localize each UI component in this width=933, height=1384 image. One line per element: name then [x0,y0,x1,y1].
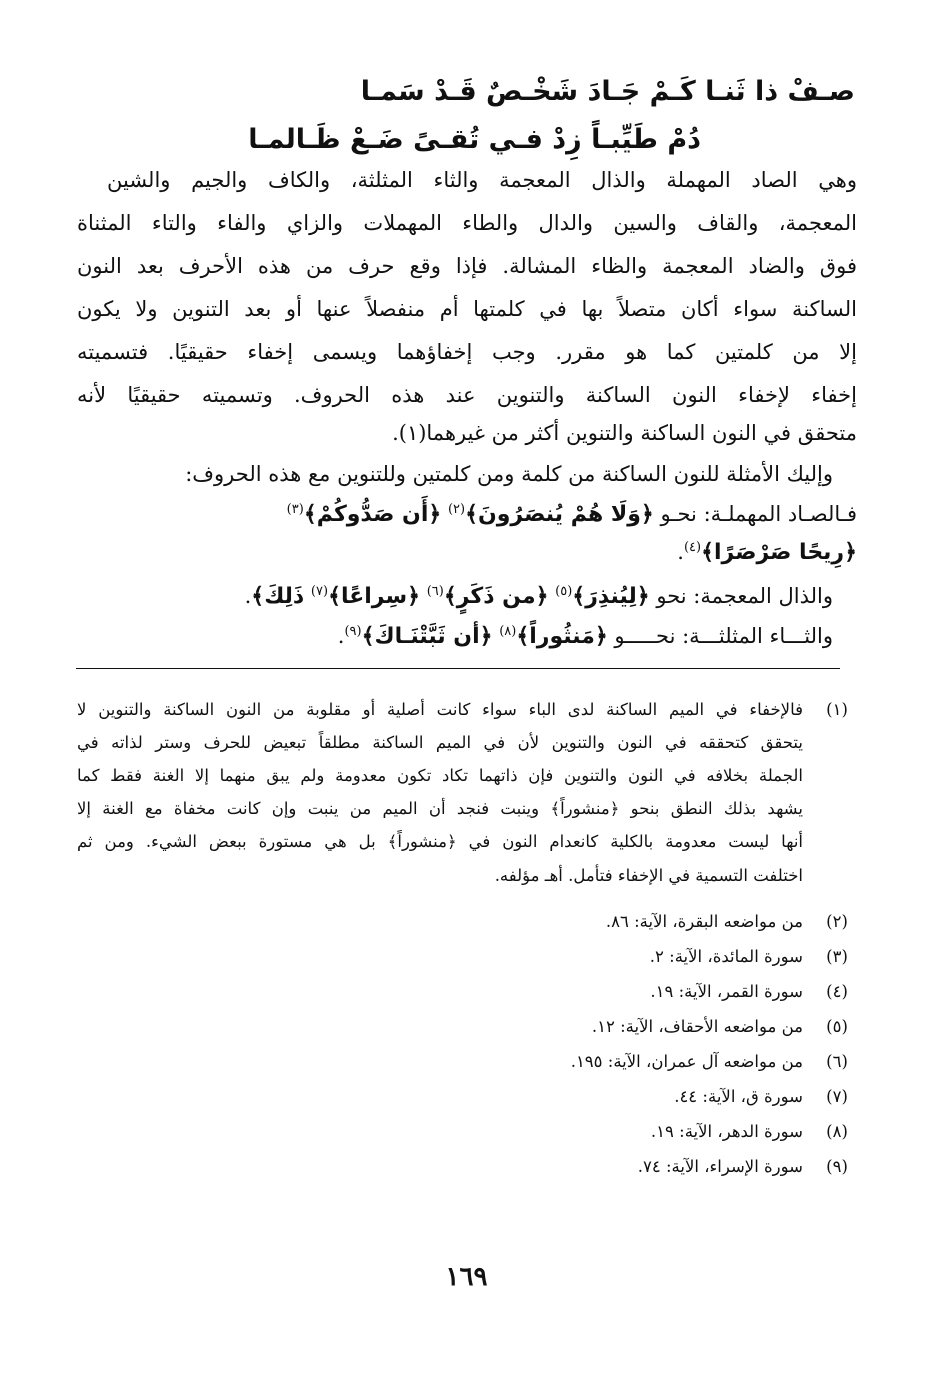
footnote-number: (٧) [826,1087,848,1106]
footnote-number: (٥) [826,1017,848,1036]
paragraph-line: الساكنة سواء أكان متصلاً بها في كلمتها أم منفصلاً عنها أو بعد التنوين ولا يكون [77,297,857,321]
footnote-text: من مواضعه الأحقاف، الآية: ١٢. [591,1017,803,1036]
example-label: والثـــاء المثلثـــة: نحـــــو [614,624,833,648]
footnote-ref: (٥) [555,584,573,599]
footnote-line: أنها ليست معدومة بالكلية كانعدام النون في ﴿منشوراً﴾ بل هي مستورة ببعض الشيء. ومن ثم [77,832,803,851]
footnote-number: (١) [826,700,848,719]
quran-quote: ﴿أَن صَدُّوكُمْ﴾ [303,502,442,527]
paragraph-line: المعجمة، والقاف والسين والدال والطاء المهملات والزاي والفاء والتاء المثناة [77,211,857,235]
footnote-separator [76,668,840,669]
footnote-text: سورة الدهر، الآية: ١٩. [650,1122,803,1141]
footnote-text: سورة ق، الآية: ٤٤. [674,1087,803,1106]
footnote-number: (٨) [826,1122,848,1141]
poem-verse-line-2: دُمْ طَيِّبـاً زِدْ فـي تُقـىً ضَـعْ ظَـالمـا [248,124,701,155]
footnote-line: اختلفت التسمية في الإخفاء فتأمل. أهـ مؤلفه. [494,866,803,885]
quran-quote: ﴿وَلَا هُمْ يُنصَرُونَ﴾ [465,502,654,527]
example-sad [77,502,857,527]
footnote-ref: (٨) [499,624,517,639]
quran-quote: ذَلِكَ﴾ [251,584,305,609]
example-sad-continued: ﴿رِيحًا صَرْصَرًا﴾$^{(٤)}$. [677,540,857,565]
example-tha: والثـــاء المثلثـــة: نحـــــو ﴿مَنثُوراً﴾$^{(٨)}$ ﴿أن ثَبَّتْنَـاكَ﴾$^{(٩)}$. [337,624,833,649]
footnote-number: (٣) [826,947,848,966]
paragraph-line: فوق والضاد المعجمة والظاء المشالة. فإذا وقع حرف من هذه الأحرف بعد النون [77,254,857,278]
quran-quote: ﴿لِيُنذِرَ﴾ [572,584,650,609]
footnote-text: سورة المائدة، الآية: ٢. [649,947,803,966]
quran-quote: ﴿سِراعًا﴾ [328,584,420,609]
page-number: ١٦٩ [445,1262,488,1292]
paragraph-line: متحقق في النون الساكنة والتنوين أكثر من غيرهما(١). [392,421,857,445]
paragraph-line: وهي الصاد المهملة والذال المعجمة والثاء المثلثة، والكاف والجيم والشين [107,168,857,192]
footnote-line: يشهد بذلك النطق بنحو ﴿منشوراً﴾ وينبت فنجد أن الميم من ينبت وإن كانت مخفاة مع الغنة إلا [77,799,803,818]
footnote-ref: (٩) [344,624,362,639]
example-label: فـالصـاد المهملـة: نحـو [660,502,857,526]
quran-quote: ﴿رِيحًا صَرْصَرًا﴾ [701,540,857,565]
footnote-number: (٩) [826,1157,848,1176]
footnote-line: يتحقق كتحققه في النون والتنوين لأن في الميم الساكنة مطلقاً تبعيض للحرف وستر لذاته في [77,733,803,752]
quran-quote: ﴿من ذَكَرٍ﴾ [443,584,549,609]
poem-verse-line-1: صـفْ ذا ثَنـا كَـمْ جَـادَ شَخْـصٌ قَـدْ سَمـا [360,76,855,107]
footnote-ref: (٤) [683,540,702,555]
paragraph-line: إخفاء لإخفاء النون الساكنة والتنوين عند هذه الحروف. وتسميته حقيقيًا لأنه [77,383,857,407]
footnote-ref: (٢) [447,502,466,517]
footnote-text: من مواضعه آل عمران، الآية: ١٩٥. [570,1052,803,1071]
footnote-number: (٦) [826,1052,848,1071]
footnote-number: (٢) [826,912,848,931]
footnote-ref: (٧) [310,584,329,599]
footnote-text: من مواضعه البقرة، الآية: ٨٦. [605,912,803,931]
footnote-line: الجملة بخلافه في النون والتنوين فإن ذاتهما تكاد تكون معدومة ولم يبق منهما إلا الغنة فقط كما [77,766,803,785]
footnote-line: فالإخفاء في الميم الساكنة لدى الباء سواء كانت أصلية أو مقلوبة من النون الساكنة والتنوين لا [77,700,803,719]
footnote-ref: (٦) [426,584,444,599]
example-dhal: والذال المعجمة: نحو ﴿لِيُنذِرَ﴾$^{(٥)}$ ﴿من ذَكَرٍ﴾$^{(٦)}$ ﴿سِراعًا﴾$^{(٧)}$ ذَلِكَ﴾. [244,584,833,609]
footnote-text: سورة الإسراء، الآية: ٧٤. [637,1157,803,1176]
footnote-number: (٤) [826,982,848,1001]
footnote-text: سورة القمر، الآية: ١٩. [650,982,803,1001]
example-label: والذال المعجمة: نحو [656,584,833,608]
footnote-ref: (٣) [286,502,304,517]
quran-quote: ﴿مَنثُوراً﴾ [516,624,608,649]
quran-quote: ﴿أن ثَبَّتْنَـاكَ﴾ [361,624,493,649]
paragraph-line: إلا من كلمتين كما هو مقرر. وجب إخفاؤهما ويسمى إخفاء حقيقيًا. فتسميته [77,340,857,364]
examples-intro: وإليك الأمثلة للنون الساكنة من كلمة ومن كلمتين وللتنوين مع هذه الحروف: [185,462,833,486]
